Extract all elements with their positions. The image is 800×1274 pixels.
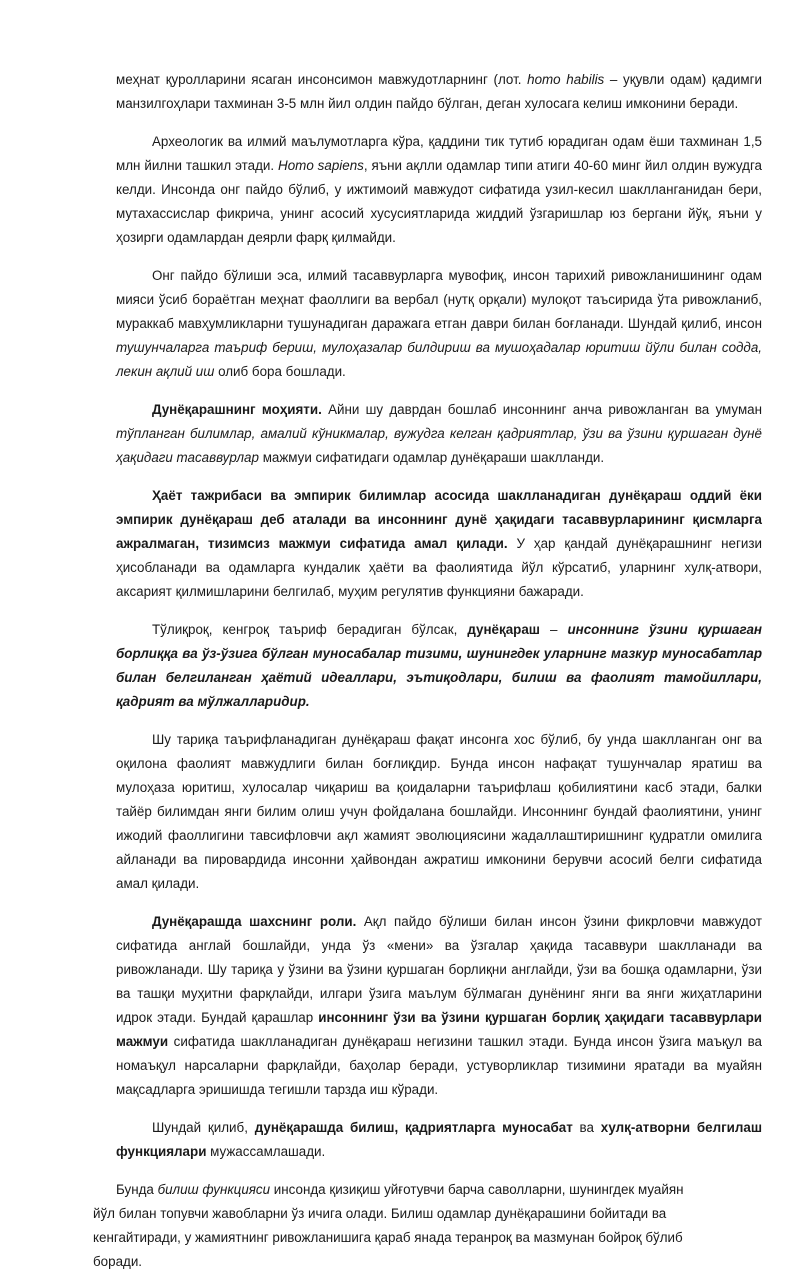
text-run: сифатида шаклланадиган дунёқараш негизини ташкил этади. Бунда инсон ўзига маъқул ва номаъқул нарсаларни фарқлайди, баҳолар беради, устуворликлар тизимини яратади ва муайян мақсадларга эришишда тегишли тарзда иш кўради. [116,1034,762,1097]
paragraph [116,68,762,116]
text-run: Археологик ва илмий маълумотларга кўра, қаддини тик тутиб юрадиган одам ёши тахминан 1,5 млн йилни ташкил этади. [116,134,762,173]
text-run: – [539,622,568,637]
italic-text-run: Homo sapiens [278,158,364,173]
text-run: Шундай қилиб, [152,1120,255,1135]
italic-text-run: тўпланган билимлар, амалий кўникмалар, вужудга келган қадриятлар, ўзи ва ўзини қуршаган дунё ҳақидаги тасаввурлар [116,426,762,465]
paragraph [116,728,762,896]
bold-text-run: дунёқарашда билиш, қадриятларга муносабат [254,1120,573,1135]
bold-text-run: хулқ-атворни белгилаш функциялари [116,1120,762,1159]
text-run: – уқувли одам) қадимги манзилгоҳлари тахминан 3-5 млн йил олдин пайдо бўлган, деган хулосага келиш имконини беради. [116,72,762,111]
text-run: Онг пайдо бўлиши эса, илмий тасаввурларга мувофиқ, инсон тарихий ривожланишининг одам мияси ўсиб бораётган меҳнат фаоллиги ва вербал (нутқ орқали) мулоқот таъсирида ўта ривожланиб, мураккаб мавҳумликларни тушунадиган даражага етган даври билан боғланади. Шундай қилиб, инсон [116,268,762,331]
bold-text-run: Дунёқарашнинг моҳияти. [152,402,322,417]
italic-text-run: билиш функцияси [157,1182,271,1197]
text-run: У ҳар қандай дунёқарашнинг негизи ҳисобланади ва одамларга кундалик ҳаёти ва фаолиятида йўл кўрсатиб, уларнинг хулқ-атвори, аксарият қилмишларини белгилаб, муҳим регулятив функцияни бажаради. [116,536,762,599]
italic-text-run: homo habilis [527,72,605,87]
text-run: ва [572,1120,601,1135]
bold-text-run: дунёқараш [467,622,540,637]
text-run: инсонда қизиқиш уйғотувчи барча саволларни, шунингдек муайян йўл билан топувчи жавобларни ўз ичига олади. Билиш одамлар дунёқарашини бойитади ва кенгайтиради, у жамиятнинг ривожланишига қараб янада теранроқ ва мазмунан бойроқ бўлиб боради. [93,1182,684,1269]
paragraph [116,130,762,250]
bold-text-run: Дунёқарашда шахснинг роли. [152,914,357,929]
paragraph [116,910,762,1102]
text-run: Ақл пайдо бўлиши билан инсон ўзини фикрловчи мавжудот сифатида англай бошлайди, унда ўз «мени» ва ўзгалар ҳақида тасаввури шаклланади ва ривожланади. Шу тариқа у ўзини ва ўзини қуршаган борлиқни англайди, ўзи ва бошқа одамларни, ўзи ва ташқи муҳитни фарқлайди, илгари ўзига маълум бўлмаган дунёнинг янги ва янги жиҳатларини идрок этади. Бундай қарашлар [116,914,762,1025]
bold-text-run: инсоннинг ўзи ва ўзини қуршаган борлиқ ҳақидаги тасаввурлари мажмуи [116,1010,762,1049]
text-run: Тўлиқроқ, кенгроқ таъриф берадиган бўлсак, [152,622,468,637]
paragraph [116,484,762,604]
text-run: Бунда [116,1182,158,1197]
italic-text-run: тушунчаларга таъриф бериш, мулоҳазалар билдириш ва мушоҳадалар юритиш йўли билан содда, лекин ақлий иш [116,340,762,379]
paragraph [116,264,762,384]
paragraph [116,398,762,470]
text-run: олиб бора бошлади. [214,364,346,379]
text-run: Шу тариқа таърифланадиган дунёқараш фақат инсонга хос бўлиб, бу унда шаклланган онг ва оқилона фаолият мавжудлиги билан боғлиқдир. Бунда инсон нафақат тушунчалар яратиш ва мулоҳаза юритиш, хулосалар чиқариш ва қоидаларни таърифлаш қобилиятини касб этади, балки тайёр билимдан янги билим олиш учун фойдалана бошлайди. Инсоннинг бундай фаолиятини, унинг ижодий фаоллигини тавсифловчи ақл жамият эволюциясини жадаллаштиришнинг қудратли омилига айланади ва пировардида инсонни ҳайвондан ажратиш имконини берувчи асосий белги сифатида амал қилади. [116,732,762,891]
paragraph [116,618,762,714]
text-run: мажмуи сифатидаги одамлар дунёқараши шаклланди. [258,450,605,465]
paragraph [116,1116,762,1164]
bold-text-run: Ҳаёт тажрибаси ва эмпирик билимлар асосида шаклланадиган дунёқараш оддий ёки эмпирик дунёқараш деб аталади ва инсоннинг дунё ҳақидаги тасаввурларининг қисмларга ажралмаган, тизимсиз мажмуи сифатида амал қилади. [116,488,762,551]
paragraph [93,1178,702,1274]
document-body [93,68,762,1274]
text-run: меҳнат қуролларини ясаган инсонсимон мавжудотларнинг (лот. [116,72,528,87]
text-run: мужассамлашади. [206,1144,326,1159]
bold-italic-text-run: инсоннинг ўзини қуршаган борлиққа ва ўз-ўзига бўлган муносабалар тизими, шунингдек уларнинг мазкур муносабатлар билан белгиланган ҳаётий идеаллари, эътиқодлари, билиш ва фаолият тамойиллари, қадрият ва мўлжалларидир. [116,622,762,709]
text-run: Айни шу даврдан бошлаб инсоннинг анча ривожланган ва умуман [321,402,762,417]
text-run: , яъни ақлли одамлар типи атиги 40-60 минг йил олдин вужудга келди. Инсонда онг пайдо бўлиб, у ижтимоий мавжудот сифатида узил-кесил шаклланганидан бери, мутахассислар фикрича, унинг асосий хусусиятларида жиддий ўзгаришлар юз бергани йўқ, яъни у ҳозирги одамлардан деярли фарқ қилмайди. [116,158,762,245]
